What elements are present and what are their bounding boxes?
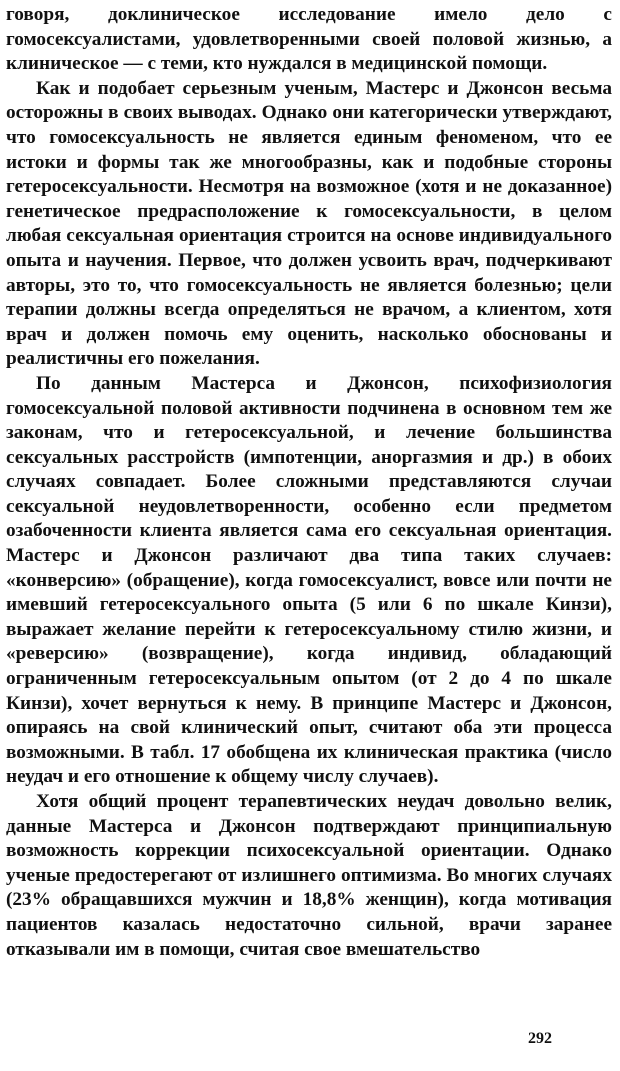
paragraph-psychophysiology: По данным Мастерса и Джонсон, психофизиология гомосексуальной половой активности подчинена в основном тем же законам, что и гетеросексуальной, и лечение большинства сексуальных расстройств (импотенции, аноргазмия и др.) в обоих случаях совпадает. Более сложными представляются случаи сексуальной неудовлетворенности, особенно если предметом озабоченности клиента является сама его сексуальная ориентация. Мастерс и Джонсон различают два типа таких случаев: «конверсию» (обращение), когда гомосексуалист, вовсе или почти не имевший гетеросексуального опыта (5 или 6 по шкале Кинзи), выражает желание перейти к гетеросексуальному стилю жизни, и «реверсию» (возвращение), когда индивид, обладающий ограниченным гетеросексуальным опытом (от 2 до 4 по шкале Кинзи), хочет вернуться к нему. В принципе Мастерс и Джонсон, опираясь на свой клинический опыт, считают оба эти процесса возможными. В табл. 17 обобщена их клиническая практика (число неудач и его отношение к общему числу случаев). <box>6 372 612 788</box>
page-number: 292 <box>528 1030 552 1047</box>
paragraph-masters-johnson-conclusions: Как и подобает серьезным ученым, Мастерс и Джонсон весьма осторожны в своих выводах. Однако они категорически утверждают, что гомосексуальность не является единым феноменом, что ее истоки и формы так же многообразны, как и подобные стороны гетеросексуальности. Несмотря на возможное (хотя и не доказанное) генетическое предрасположение к гомосексуальности, в целом любая сексуальная ориентация строится на основе индивидуального опыта и научения. Первое, что должен усвоить врач, подчеркивают авторы, это то, что гомосексуальность не является болезнью; цели терапии должны всегда определяться не врачом, а клиентом, хотя врач и должен помочь ему оценить, насколько обоснованы и реалистичны его пожелания. <box>6 77 612 370</box>
paragraph-continuation: говоря, доклиническое исследование имело дело с гомосексуалистами, удовлетворенными своей половой жизнью, а клиническое — с теми, кто нуждался в медицинской помощи. <box>6 4 612 75</box>
paragraph-therapy-failures: Хотя общий процент терапевтических неудач довольно велик, данные Мастерса и Джонсон подтверждают принципиальную возможность коррекции психосексуальной ориентации. Однако ученые предостерегают от излишнего оптимизма. Во многих случаях (23% обращавшихся мужчин и 18,8% женщин), когда мотивация пациентов казалась недостаточно сильной, врачи заранее отказывали им в помощи, считая свое вмешательство <box>6 791 612 960</box>
